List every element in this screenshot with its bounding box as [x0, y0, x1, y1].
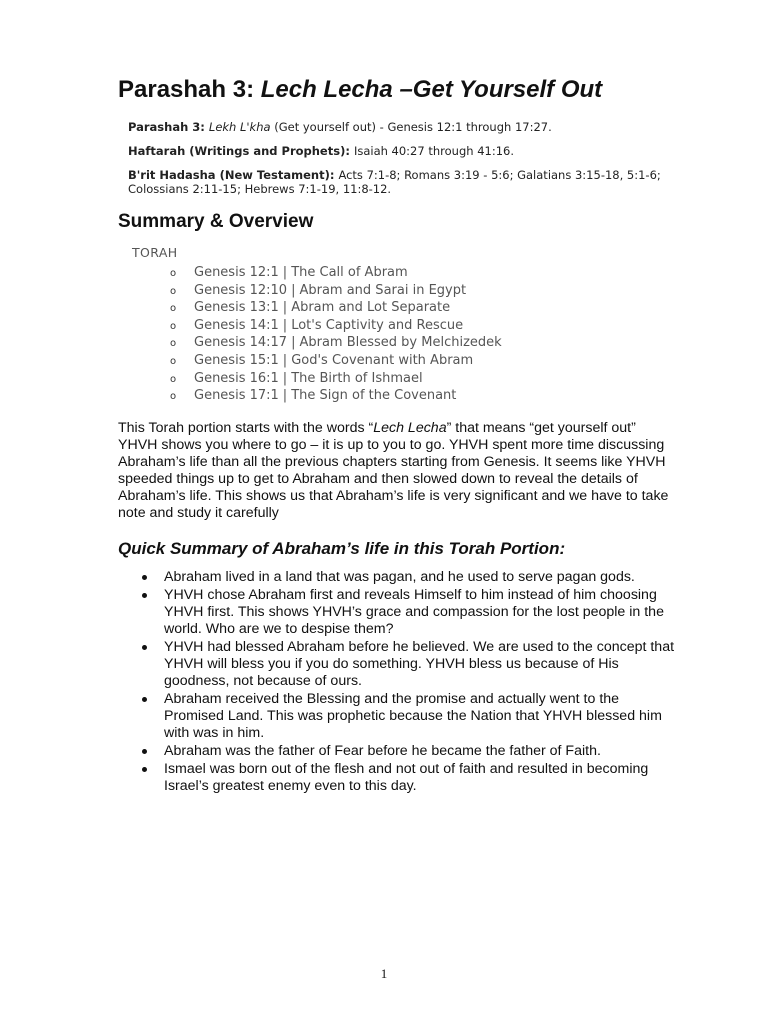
toc-title: Abram and Lot Separate [291, 300, 451, 316]
reading-haftarah-text: Isaiah 40:27 through 41:16. [353, 144, 514, 158]
toc-item [170, 282, 502, 300]
torah-label: TORAH [132, 245, 178, 260]
list-item [140, 743, 680, 760]
list-item [140, 639, 680, 690]
toc-ref: Genesis 13:1 [194, 300, 279, 316]
hollow-bullet-icon: o [170, 391, 177, 403]
reading-brit-text: Acts 7:1-8; Romans 3:19 - 5:6; Galatians 3:15-18, 5:1-6; Colossians 2:11-15; Hebrews 7:1-19, 11:8-12. [128, 168, 661, 196]
toc-title: God's Covenant with Abram [291, 352, 474, 368]
summary-bullet-list [140, 569, 680, 796]
toc-item [170, 264, 502, 282]
toc-separator: | [291, 282, 296, 298]
quick-summary-heading: Quick Summary of Abraham’s life in this Torah Portion: [118, 539, 566, 558]
reading-haftarah [128, 144, 668, 158]
hollow-bullet-icon: o [170, 268, 177, 279]
list-item-text: Abraham lived in a land that was pagan, and he used to serve pagan gods. [164, 569, 635, 585]
reading-haftarah-label: Haftarah (Writings and Prophets): [128, 144, 354, 158]
bullet-dot-icon [142, 749, 147, 754]
toc-ref: Genesis 14:17 [194, 335, 288, 351]
toc-title: The Call of Abram [291, 265, 408, 280]
list-item [140, 569, 680, 586]
hollow-bullet-icon: o [170, 338, 177, 350]
bullet-dot-icon [142, 645, 147, 650]
toc-separator: | [282, 370, 288, 386]
intro-text-rest: ” that means “get yourself out” YHVH shows you where to go – it is up to you to go. YHVH spent more time discussing Abraham’s life than all the previous chapters starting from Genesis. It seems like YHVH speeded things up to get to Abraham and then slowed down to reveal the details of Abraham’s life. This shows us that Abraham’s life is very significant and we have to take note and study it carefully [118, 420, 669, 521]
reading-parashah-text: (Get yourself out) - Genesis 12:1 through 17:27. [270, 120, 552, 134]
title-italic: Lech Lecha –Get Yourself Out [260, 76, 603, 103]
toc-separator: | [282, 352, 288, 368]
intro-paragraph [118, 420, 678, 522]
toc-separator: | [291, 335, 296, 351]
toc-item [170, 299, 502, 317]
list-item-text: Abraham received the Blessing and the promise and actually went to the Promised Land. This was prophetic because the Nation that YHVH blessed him with was in him. [164, 691, 662, 741]
list-item-text: Ismael was born out of the flesh and not out of faith and resulted in becoming Israel’s greatest enemy even to this day. [164, 761, 649, 794]
toc-ref: Genesis 15:1 [194, 352, 279, 368]
bullet-dot-icon [142, 697, 147, 702]
toc-item [170, 334, 502, 352]
toc-ref: Genesis 12:1 [194, 265, 279, 280]
readings-block [128, 120, 668, 206]
page-title [118, 76, 602, 104]
toc-item [170, 317, 502, 335]
toc-title: Lot's Captivity and Rescue [291, 317, 464, 333]
toc-ref: Genesis 17:1 [194, 388, 279, 404]
intro-italic-term: Lech Lecha [373, 420, 447, 436]
toc-title: The Sign of the Covenant [291, 388, 457, 404]
toc-separator: | [282, 265, 288, 280]
list-item [140, 587, 680, 638]
list-item [140, 761, 680, 795]
toc-ref: Genesis 12:10 [194, 282, 288, 298]
toc-separator: | [282, 388, 288, 404]
hollow-bullet-icon: o [170, 303, 177, 315]
summary-heading: Summary & Overview [118, 211, 314, 232]
list-item-text: Abraham was the father of Fear before he became the father of Faith. [164, 743, 601, 759]
list-item [140, 691, 680, 742]
list-item-text: YHVH chose Abraham first and reveals Himself to him instead of him choosing YHVH first. This shows YHVH’s grace and compassion for the lost people in the world. Who are we to despise them? [164, 587, 664, 637]
bullet-dot-icon [142, 575, 147, 580]
toc-separator: | [282, 317, 288, 333]
reading-parashah [128, 120, 668, 134]
toc-ref: Genesis 14:1 [194, 317, 279, 333]
intro-text-start: This Torah portion starts with the words “ [118, 420, 374, 436]
reading-parashah-label: Parashah 3: [128, 120, 209, 134]
hollow-bullet-icon: o [170, 373, 177, 385]
reading-parashah-name: Lekh L'kha [208, 120, 271, 134]
bullet-dot-icon [142, 593, 147, 598]
hollow-bullet-icon: o [170, 320, 177, 332]
reading-brit-hadasha [128, 168, 668, 196]
toc-title: Abram Blessed by Melchizedek [299, 335, 502, 351]
title-prefix: Parashah 3: [118, 76, 261, 103]
hollow-bullet-icon: o [170, 285, 177, 297]
hollow-bullet-icon: o [170, 355, 177, 367]
page-number: 1 [380, 966, 388, 981]
toc-item [170, 387, 502, 405]
toc-item [170, 370, 502, 388]
toc-title: Abram and Sarai in Egypt [299, 282, 467, 298]
bullet-dot-icon [142, 767, 147, 772]
reading-brit-label: B'rit Hadasha (New Testament): [128, 168, 339, 182]
toc-title: The Birth of Ishmael [291, 370, 423, 386]
toc-separator: | [282, 300, 288, 316]
toc-item [170, 352, 502, 370]
list-item-text: YHVH had blessed Abraham before he believed. We are used to the concept that YHVH will bless you if you do something. YHVH bless us because of His goodness, not because of ours. [164, 639, 675, 689]
toc-ref: Genesis 16:1 [194, 370, 279, 386]
torah-contents-list [170, 264, 502, 405]
